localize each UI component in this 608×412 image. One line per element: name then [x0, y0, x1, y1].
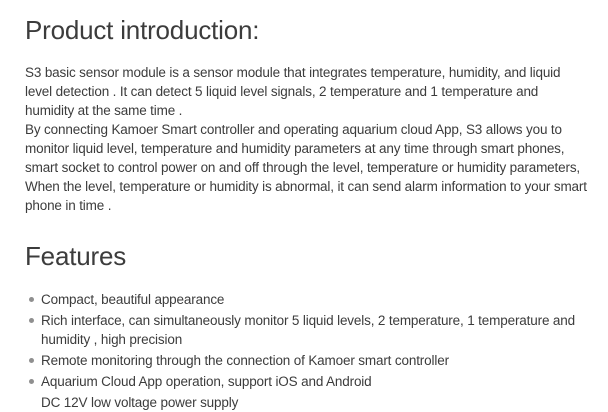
intro-paragraph-2: By connecting Kamoer Smart controller and operating aquarium cloud App, S3 allows you to monitor liquid level, temperature and humidity parameters at any time through smart phones, smart socket to control power on and off through the level, temperature or humidity parameters, When the level, temperature or humidity is abnormal, it can send alarm information to your smart phone in time . [25, 122, 587, 213]
list-item [25, 290, 588, 309]
bullet-icon [29, 318, 34, 323]
list-item [25, 372, 588, 391]
feature-item-text: Rich interface, can simultaneously monitor 5 liquid levels, 2 temperature, 1 temperature and humidity , high precision [41, 313, 575, 347]
feature-item-text: Compact, beautiful appearance [41, 292, 225, 307]
list-item [25, 311, 588, 349]
intro-paragraph-1: S3 basic sensor module is a sensor module that integrates temperature, humidity, and liquid level detection . It can detect 5 liquid level signals, 2 temperature and 1 temperature and humidity at the same time . [25, 65, 561, 118]
feature-item-text: Remote monitoring through the connection of Kamoer smart controller [41, 353, 449, 368]
features-heading: Features [25, 241, 127, 271]
bullet-icon [29, 358, 34, 363]
bullet-icon [29, 379, 34, 384]
features-footnote: DC 12V low voltage power supply [41, 395, 239, 410]
bullet-icon [29, 297, 34, 302]
intro-paragraphs [25, 63, 588, 215]
list-item [25, 351, 588, 370]
feature-item-text: Aquarium Cloud App operation, support iOS and Android [41, 374, 372, 389]
product-introduction-heading: Product introduction: [25, 15, 260, 45]
features-list [25, 290, 588, 391]
